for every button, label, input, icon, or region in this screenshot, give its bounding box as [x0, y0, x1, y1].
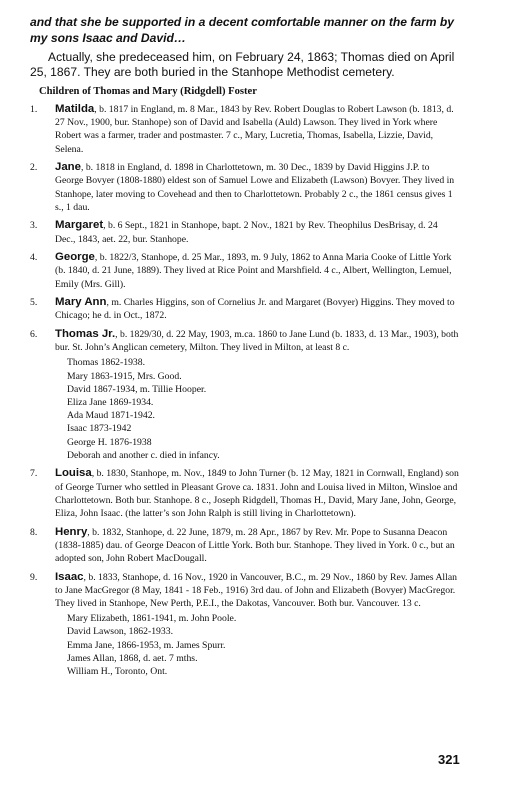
- grandchild-item: James Allan, 1868, d. aet. 7 mths.: [67, 652, 198, 664]
- grandchild-item: Ada Maud 1871-1942.: [67, 410, 155, 422]
- child-entry: [30, 571, 460, 679]
- entry-text: , b. 1830, Stanhope, m. Nov., 1849 to John Turner (b. 12 May, 1821 in Cornwall, England) son of George Turner who settled in Pleasant Grove ca. 1831. John and Louisa lived in Milton, Winsloe and Charlottetown. Both bur. Stanhope. 8 c., Joseph Ridgdell, Thomas H., David, Mary Jane, John, George, Eliza, John Isaac. (the latter’s son John Ralph is still living in Charlottetown).: [55, 468, 459, 520]
- entry-number: 4.: [30, 252, 38, 264]
- entry-number: 1.: [30, 104, 38, 115]
- body-paragraph: Actually, she predeceased him, on February 24, 1863; Thomas died on April 25, 1867. They are both buried in the Stanhope Methodist cemetery.: [30, 50, 455, 79]
- entry-text: , b. 1822/3, Stanhope, d. 25 Mar., 1893, m. 9 July, 1862 to Anna Maria Cooke of Little York (b. 1840, d. 21 June, 1889). They lived at Rice Point and Marshfield. 4 c., Albert, Wellington, Lemuel, Emily (Mrs. Gill).: [55, 252, 452, 290]
- child-name: Thomas Jr.: [55, 328, 116, 340]
- grandchild-item: Eliza Jane 1869-1934.: [67, 397, 154, 409]
- child-entry: [30, 103, 460, 156]
- grandchild-item: George H. 1876-1938: [67, 436, 152, 448]
- section-heading: Children of Thomas and Mary (Ridgdell) Foster: [39, 86, 257, 97]
- child-name: Louisa: [55, 467, 92, 480]
- grandchild-item: Emma Jane, 1866-1953, m. James Spurr.: [67, 639, 226, 651]
- child-name: Jane: [55, 161, 81, 174]
- entry-number: 5.: [30, 297, 38, 309]
- children-list: [30, 103, 460, 678]
- entry-text: , b. 6 Sept., 1821 in Stanhope, bapt. 2 Nov., 1821 by Rev. Theophilus DesBrisay, d. 24 Dec., 1843, aet. 22, bur. Stanhope.: [55, 220, 438, 245]
- child-entry: [30, 219, 460, 245]
- grandchild-item: Mary 1863-1915, Mrs. Good.: [67, 370, 182, 382]
- child-name: George: [55, 251, 95, 264]
- grandchild-item: Deborah and another c. died in infancy.: [67, 449, 220, 461]
- grandchild-item: David 1867-1934, m. Tillie Hooper.: [67, 383, 207, 395]
- entry-number: 7.: [30, 468, 38, 480]
- entry-number: 9.: [30, 571, 38, 583]
- entry-text: , m. Charles Higgins, son of Cornelius Jr. and Margaret (Bovyer) Higgins. They moved to Chicago; he d. in Oct., 1872.: [55, 297, 455, 322]
- entry-number: 6.: [30, 329, 38, 340]
- entry-text: , b. 1817 in England, m. 8 Mar., 1843 by Rev. Robert Douglas to Robert Lawson (b. 1813, d. 27 Nov., 1900, bur. Stanhope) son of David and Isabella (Auld) Lawson. They lived in York where Robert was a farmer, trader and postmaster. 7 c., Mary, Lucretia, Thomas, Isabella, Lizzie, David, Selena.: [55, 104, 454, 155]
- grandchild-item: Mary Elizabeth, 1861-1941, m. John Poole.: [67, 613, 237, 625]
- entry-number: 2.: [30, 162, 38, 174]
- grandchild-item: Isaac 1873-1942: [67, 423, 132, 435]
- child-name: Margaret: [55, 219, 104, 232]
- child-name: Mary Ann: [55, 296, 107, 309]
- intro-quote: and that she be supported in a decent comfortable manner on the farm by my sons Isaac and David…: [30, 15, 455, 45]
- entry-text: , b. 1833, Stanhope, d. 16 Nov., 1920 in Vancouver, B.C., m. 29 Nov., 1860 by Rev. James Allan to Jane MacGregor (8 May, 1841 - 18 Feb., 1916) 3rd dau. of John and Elizabeth (Bovyer) MacGregor. They lived in Stanhope, New Perth, P.E.I., the Dakotas, Vancouver. Both bur. Vancouver. 13 c.: [55, 571, 457, 610]
- grandchildren-list: [67, 356, 460, 462]
- child-name: Isaac: [55, 570, 84, 583]
- entry-text: , b. 1818 in England, d. 1898 in Charlottetown, m. 30 Dec., 1839 by David Higgins J.P. to George Bovyer (1808-1880) eldest son of Samuel Lowe and Elizabeth (Lawson) Bovyer. They lived in Stanhope, later moving to Covehead and then to Charlottetown. Probably 2 c., the 1861 census gives 1 s., 1 dau.: [55, 162, 455, 213]
- entry-text: , b. 1832, Stanhope, d. 22 June, 1879, m. 28 Apr., 1867 by Rev. Mr. Pope to Susanna Deacon (1838-1885) dau. of George Deacon of Little York. Both bur. Stanhope. They lived in York. 0 c., but an adopted son, John Robert MacDougall.: [55, 526, 455, 565]
- child-entry: [30, 161, 460, 214]
- child-entry: [30, 251, 460, 291]
- child-entry: [30, 328, 460, 462]
- entry-number: 3.: [30, 220, 38, 232]
- entry-number: 8.: [30, 526, 38, 538]
- child-entry: [30, 526, 460, 566]
- grandchildren-list: [67, 612, 460, 678]
- grandchild-item: Thomas 1862-1938.: [67, 357, 146, 369]
- child-entry: [30, 296, 460, 322]
- child-entry: [30, 467, 460, 520]
- page-number: 321: [438, 752, 460, 767]
- entry-text: , b. 1829/30, d. 22 May, 1903, m.ca. 1860 to Jane Lund (b. 1833, d. 13 Mar., 1903), both bur. St. John’s Anglican cemetery, Milton. They lived in Milton, at least 8 c.: [55, 329, 459, 354]
- child-name: Henry: [55, 525, 88, 538]
- document-page: [30, 14, 460, 684]
- grandchild-item: David Lawson, 1862-1933.: [67, 626, 174, 638]
- child-name: Matilda: [55, 103, 95, 115]
- grandchild-item: William H., Toronto, Ont.: [67, 666, 168, 678]
